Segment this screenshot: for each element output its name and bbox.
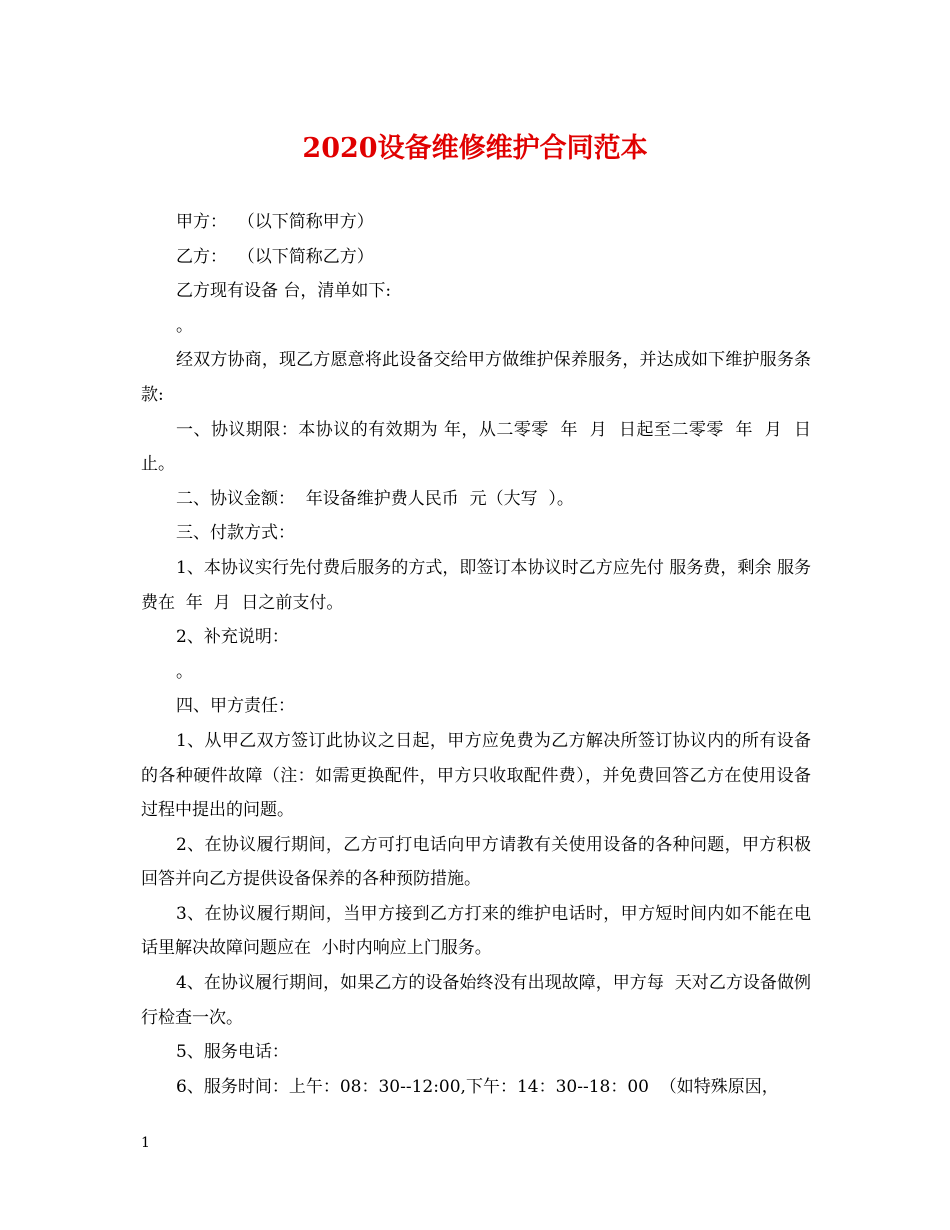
paragraph-duty-heading: 四、甲方责任： — [176, 696, 295, 717]
paragraph-duty-5: 5、服务电话： — [176, 1042, 289, 1063]
paragraph-duty-3: 3、在协议履行期间，当甲方接到乙方打来的维护电话时，甲方短时间内如不能在电话里解决故障问题应在 小时内响应上门服务。 — [141, 903, 811, 959]
paragraph-blank-1: 。 — [176, 315, 193, 336]
paragraph-payment-heading: 三、付款方式： — [176, 523, 295, 544]
document-body — [141, 205, 811, 1104]
paragraph-blank-2: 。 — [176, 661, 193, 682]
paragraph-party-a: 甲方： （以下简称甲方） — [176, 212, 374, 232]
paragraph-equipment: 乙方现有设备 台，清单如下: — [176, 281, 392, 302]
paragraph-agreement: 经双方协商，现乙方愿意将此设备交给甲方做维护保养服务，并达成如下维护服务条款: — [141, 350, 811, 405]
document-title: 2020设备维修维护合同范本 — [302, 133, 648, 164]
paragraph-duty-6: 6、服务时间：上午：08：30--12:00,下午：14：30--18：00 （如特殊原因， — [176, 1076, 779, 1097]
paragraph-party-b: 乙方： （以下简称乙方） — [176, 246, 374, 267]
paragraph-term: 一、协议期限：本协议的有效期为 年，从二零零 年 月 日起至二零零 年 月 日止。 — [141, 419, 811, 475]
paragraph-amount: 二、协议金额： 年设备维护费人民币 元（大写 ）。 — [176, 488, 574, 509]
paragraph-duty-2: 2、在协议履行期间，乙方可打电话向甲方请教有关使用设备的各种问题，甲方积极回答并向乙方提供设备保养的各种预防措施。 — [141, 834, 811, 890]
paragraph-duty-4: 4、在协议履行期间，如果乙方的设备始终没有出现故障，甲方每 天对乙方设备做例行检查一次。 — [141, 973, 811, 1028]
paragraph-payment-1: 1、本协议实行先付费后服务的方式，即签订本协议时乙方应先付 服务费，剩余 服务费在 年 月 日之前支付。 — [141, 557, 811, 613]
page-number: 1 — [141, 1135, 150, 1151]
paragraph-payment-2: 2、补充说明： — [176, 627, 289, 648]
paragraph-duty-1: 1、从甲乙双方签订此协议之日起，甲方应免费为乙方解决所签订协议内的所有设备的各种硬件故障（注：如需更换配件，甲方只收取配件费），并免费回答乙方在使用设备过程中提出的问题。 — [141, 730, 811, 821]
